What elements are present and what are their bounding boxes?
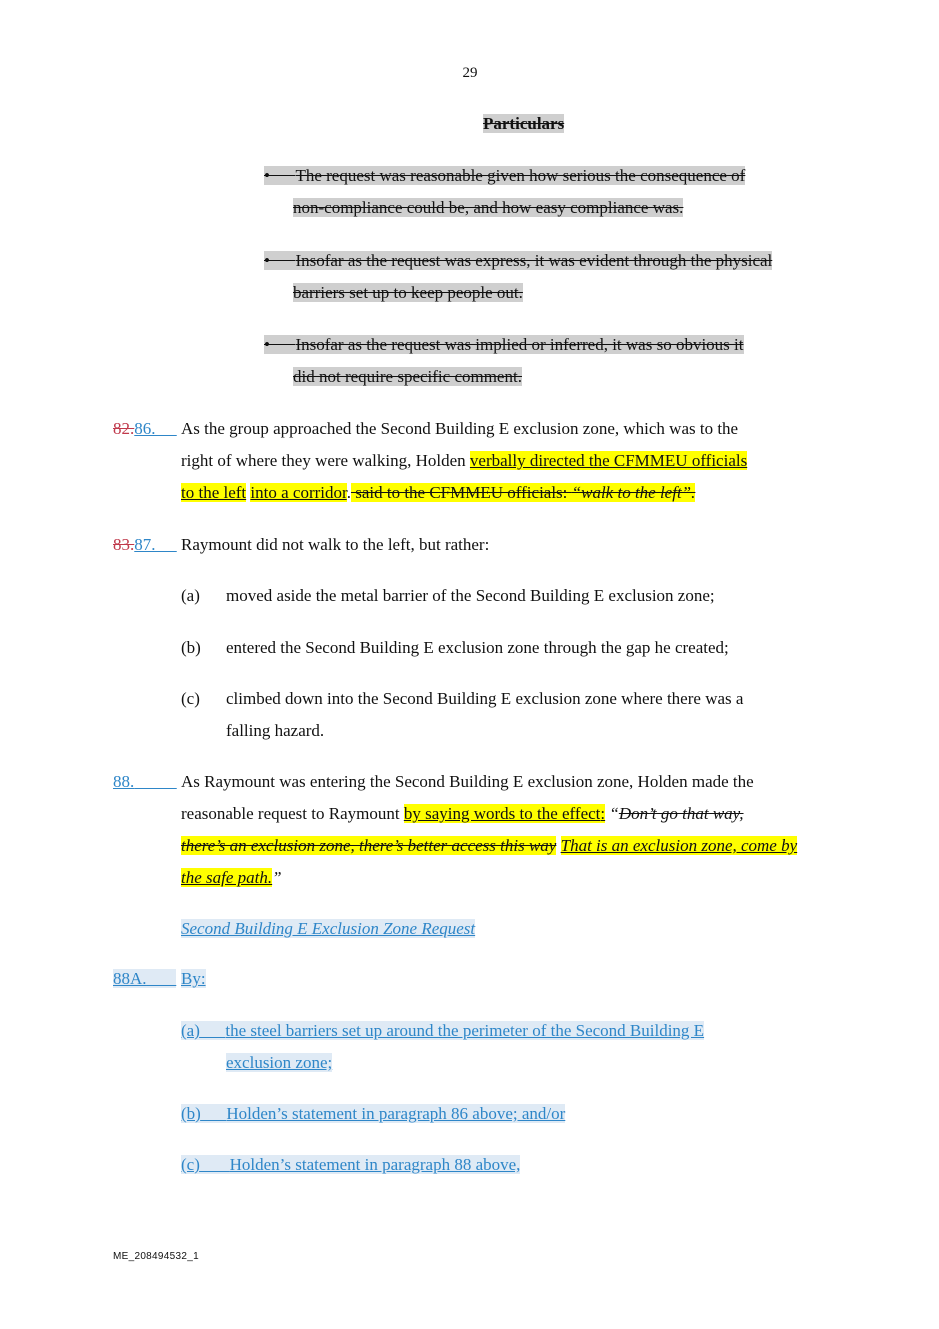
paragraph-number: 82.86. (113, 419, 156, 438)
section-subheading: Second Building E Exclusion Zone Request (181, 919, 476, 938)
list-item-label: (c) (181, 689, 200, 708)
list-item-label: (b) (181, 638, 201, 657)
page-number: 29 (462, 65, 478, 81)
list-item: • The request was reasonable given how serious the consequence of (264, 166, 746, 185)
paragraph-number: 88A. (113, 968, 176, 990)
list-item: (c) Holden’s statement in paragraph 88 above, (181, 1155, 521, 1174)
list-item: • Insofar as the request was implied or inferred, it was so obvious it (264, 335, 744, 354)
paragraph-number: 83.87. (113, 535, 156, 554)
list-item: moved aside the metal barrier of the Second Building E exclusion zone; (226, 586, 715, 605)
paragraph-number: 88. (113, 772, 135, 791)
list-item-label: (a) (181, 586, 200, 605)
list-item: climbed down into the Second Building E exclusion zone where there was a (226, 689, 744, 708)
list-item: • Insofar as the request was express, it was evident through the physical (264, 251, 773, 270)
list-item: entered the Second Building E exclusion zone through the gap he created; (226, 638, 729, 657)
list-item: (a) the steel barriers set up around the perimeter of the Second Building E (181, 1021, 705, 1040)
footer-reference: ME_208494532_1 (113, 1251, 199, 1262)
list-item: (b) Holden’s statement in paragraph 86 above; and/or (181, 1104, 566, 1123)
particulars-heading: Particulars (483, 114, 565, 133)
